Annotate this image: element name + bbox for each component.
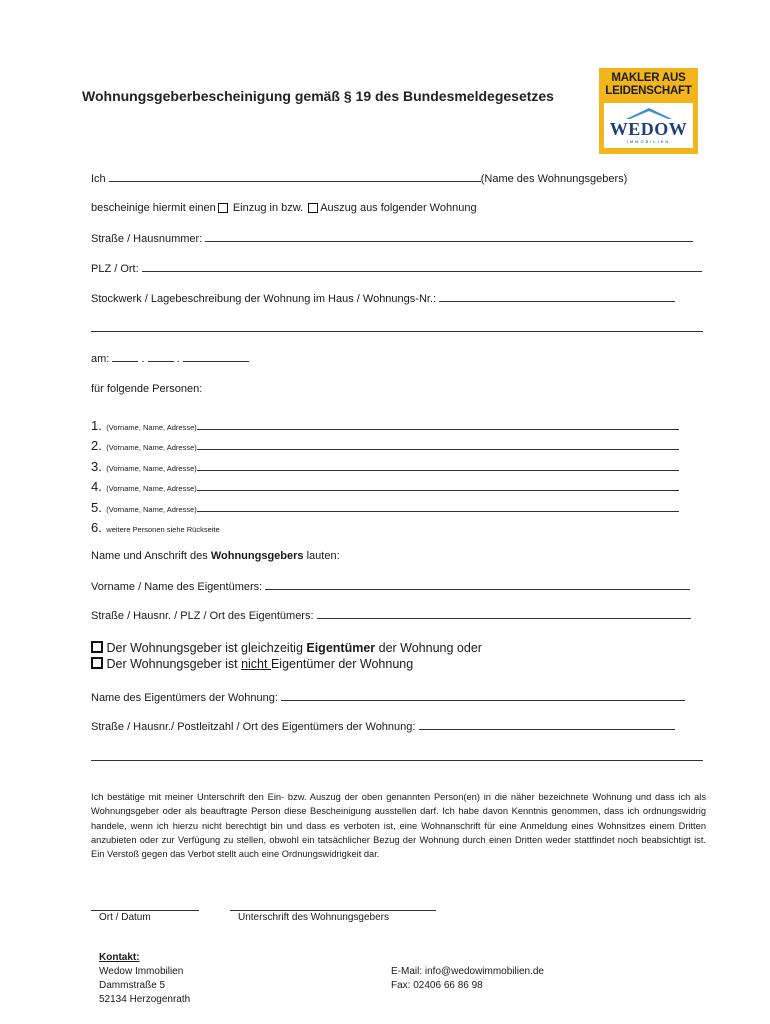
- option2-post: Eigentümer der Wohnung: [270, 657, 414, 671]
- stockwerk-field[interactable]: [439, 292, 675, 302]
- contact-email: E-Mail: info@wedowimmobilien.de: [391, 966, 544, 977]
- ich-label: Ich: [91, 173, 106, 185]
- person-number: 5.: [91, 500, 102, 515]
- strasse-field[interactable]: [205, 232, 693, 242]
- person-field-3[interactable]: [197, 462, 679, 471]
- option2-underline: nicht: [241, 657, 271, 671]
- person-field-1[interactable]: [197, 421, 679, 430]
- strasse-row: [91, 232, 693, 245]
- bescheinige-row: [91, 202, 477, 214]
- bescheinige-label: bescheinige hiermit einen: [91, 202, 216, 214]
- date-label: Ort / Datum: [99, 912, 151, 923]
- eig-strasse-label: Straße / Hausnr. / PLZ / Ort des Eigentümers:: [91, 610, 314, 622]
- person-hint: (Vorname, Name, Adresse): [106, 443, 197, 452]
- person-row: [91, 499, 679, 517]
- anschrift-label: [91, 550, 340, 562]
- contact-fax: Fax: 02406 66 86 98: [391, 980, 483, 991]
- am-day-field[interactable]: [112, 352, 138, 362]
- ich-hint: (Name des Wohnungsgebers): [480, 173, 628, 185]
- person-hint: (Vorname, Name, Adresse): [106, 505, 197, 514]
- logo-sub: IMMOBILIEN: [626, 139, 671, 144]
- logo-brand: WEDOW: [609, 119, 688, 139]
- ich-name-field[interactable]: [109, 172, 481, 182]
- eig-strasse-row: [91, 609, 691, 622]
- eig-name-field[interactable]: [265, 580, 690, 590]
- person-field-2[interactable]: [197, 441, 679, 450]
- strasse-eig-wohnung-row: [91, 720, 675, 733]
- signature-label: Unterschrift des Wohnungsgebers: [238, 912, 390, 923]
- plz-row: [91, 262, 702, 275]
- auszug-checkbox[interactable]: [308, 203, 318, 213]
- name-eig-wohnung-row: [91, 691, 685, 704]
- option1-pre: Der Wohnungsgeber ist gleichzeitig: [106, 641, 307, 655]
- am-label: am:: [91, 353, 110, 365]
- anschrift-post: lauten:: [303, 550, 340, 562]
- logo-brand-box: [604, 103, 693, 148]
- person-hint: (Vorname, Name, Adresse): [106, 423, 197, 432]
- name-eig-wohnung-field[interactable]: [281, 691, 685, 701]
- einzug-checkbox[interactable]: [218, 203, 228, 213]
- plz-label: PLZ / Ort:: [91, 263, 139, 275]
- person-number: 6.: [91, 520, 102, 535]
- declaration-text: Ich bestätige mit meiner Unterschrift den Ein- bzw. Auszug der oben genannten Person(en) in die näher bezeichnete Wohnung und dass ich als Wohnungsgeber oder als beauftragte Person diese Bescheinigung ausstellen darf. Ich habe davon Kenntnis genommen, dass ich ordnungswidrig handele, wenn ich hierzu nicht berechtigt bin und dass es verboten ist, eine Wohnanschrift für eine Anmeldung eines Wohnsitzes einem Dritten anzubieten oder zur Verfügung zu stellen, obwohl ein tatsächlicher Bezug der Wohnung durch einen Dritten weder stattfindet noch beabsichtigt ist. Ein Verstoß gegen das Verbot stellt auch eine Ordnungswidrigkeit dar.: [91, 792, 706, 860]
- contact-street: Dammstraße 5: [99, 980, 166, 991]
- person-field-4[interactable]: [197, 482, 679, 491]
- person-row: [91, 417, 679, 435]
- einzug-label: Einzug in bzw.: [232, 202, 304, 214]
- eig-strasse-field[interactable]: [317, 609, 691, 619]
- stockwerk-label: Stockwerk / Lagebeschreibung der Wohnung im Haus / Wohnungs-Nr.:: [91, 293, 437, 305]
- contact-company: Wedow Immobilien: [99, 966, 184, 977]
- person-row: [91, 437, 679, 455]
- anschrift-bold: Wohnungsgebers: [210, 550, 304, 562]
- person-hint: (Vorname, Name, Adresse): [106, 464, 197, 473]
- plz-field[interactable]: [142, 262, 702, 272]
- person-hint: (Vorname, Name, Adresse): [106, 484, 197, 493]
- strasse-eig-wohnung-field[interactable]: [419, 720, 675, 730]
- am-sep-2: .: [176, 353, 180, 365]
- person-row: [91, 519, 220, 537]
- person-row: [91, 478, 679, 496]
- logo-line1: MAKLER AUS: [611, 72, 686, 84]
- person-number: 4.: [91, 479, 102, 494]
- person-row: [91, 458, 679, 476]
- stockwerk-continuation-field[interactable]: [91, 321, 703, 332]
- eig-name-label: Vorname / Name des Eigentümers:: [91, 581, 263, 593]
- am-sep-1: .: [141, 353, 145, 365]
- auszug-label: Auszug aus folgender Wohnung: [320, 202, 477, 214]
- nicht-eigentuemer-checkbox[interactable]: [91, 657, 103, 669]
- option2-pre: Der Wohnungsgeber ist: [106, 657, 242, 671]
- strasse-eig-wohnung-label: Straße / Hausnr./ Postleitzahl / Ort des Eigentümers der Wohnung:: [91, 721, 416, 733]
- person-number: 1.: [91, 418, 102, 433]
- am-month-field[interactable]: [148, 352, 174, 362]
- strasse-eig-wohnung-continuation-field[interactable]: [91, 750, 703, 761]
- am-row: [91, 352, 249, 365]
- contact-city: 52134 Herzogenrath: [99, 994, 191, 1005]
- option-nicht-eigentuemer-row: [91, 657, 413, 671]
- anschrift-pre: Name und Anschrift des: [91, 550, 211, 562]
- strasse-label: Straße / Hausnummer:: [91, 233, 203, 245]
- roof-icon: [624, 106, 674, 120]
- person-field-5[interactable]: [197, 503, 679, 512]
- am-year-field[interactable]: [183, 352, 249, 362]
- stockwerk-row: [91, 292, 675, 305]
- contact-heading: Kontakt:: [99, 952, 140, 963]
- name-eig-wohnung-label: Name des Eigentümers der Wohnung:: [91, 692, 278, 704]
- option-eigentuemer-row: [91, 641, 482, 655]
- option1-post: der Wohnung oder: [375, 641, 482, 655]
- logo-line2: LEIDENSCHAFT: [605, 85, 692, 97]
- person-number: 2.: [91, 438, 102, 453]
- document-title: Wohnungsgeberbescheinigung gemäß § 19 des Bundesmeldegesetzes: [82, 88, 554, 104]
- eig-name-row: [91, 580, 690, 593]
- personen-label: für folgende Personen:: [91, 383, 203, 395]
- option1-bold: Eigentümer: [306, 641, 376, 655]
- eigentuemer-checkbox[interactable]: [91, 641, 103, 653]
- wedow-logo: [599, 68, 698, 154]
- person-number: 3.: [91, 459, 102, 474]
- ich-row: [91, 172, 627, 185]
- person-hint: weitere Personen siehe Rückseite: [106, 525, 220, 534]
